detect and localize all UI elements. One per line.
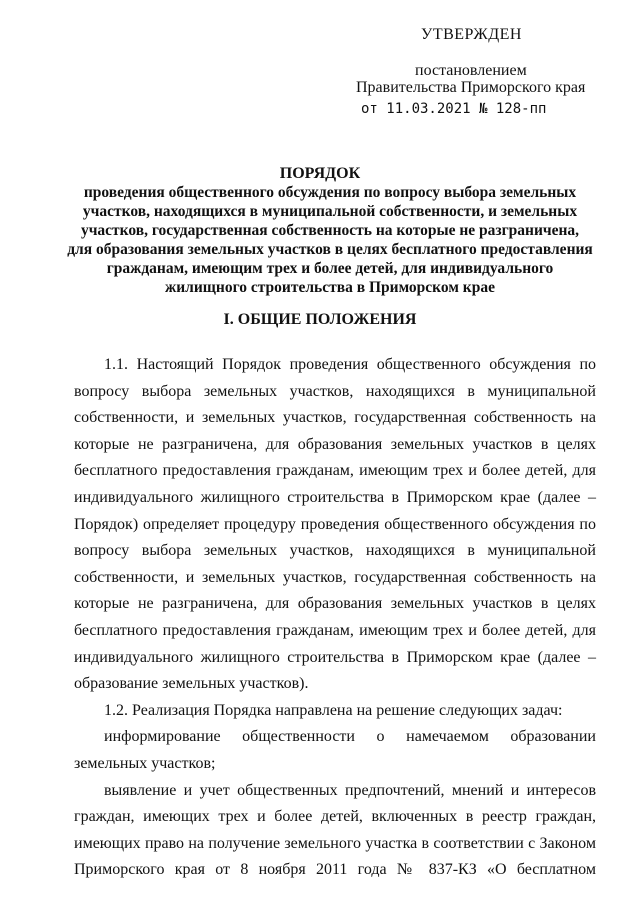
subtitle-line: для образования земельных участков в целях бесплатного предоставления — [67, 241, 593, 258]
approval-line-2: Правительства Приморского края — [356, 79, 586, 96]
paragraph-1-2: 1.2. Реализация Порядка направлена на решение следующих задач: — [104, 701, 563, 719]
subtitle-line: гражданам, имеющим трех и более детей, для индивидуального — [106, 260, 554, 277]
approval-line-1: постановлением — [415, 62, 527, 79]
subtitle-line: проведения общественного обсуждения по вопросу выбора земельных — [83, 184, 577, 201]
approval-date-number: от 11.03.2021 № 128-пп — [361, 101, 547, 117]
paragraph-task-2: выявление и учет общественных предпочтений, мнений и интересов граждан, имеющих трех и более детей, включенных в реестр граждан, имеющих право на получение земельного участка в соответствии с Законом Приморского края от 8 ноября 2011 года № 837-КЗ «О бесплатном — [74, 781, 596, 879]
subtitle-line: участков, государственная собственность на которые не разграничена, — [80, 222, 580, 239]
paragraph-1-1: 1.1. Настоящий Порядок проведения общественного обсуждения по вопросу выбора земельных участков, находящихся в муниципальной собственности, и земельных участков, государственная собственность на которые не разграничена, для образования земельных участков в целях бесплатного предоставления гражданам, имеющим трех и более детей, для индивидуального жилищного строительства в Приморском крае (далее – Порядок) определяет процедуру проведения общественного обсуждения по вопросу выбора земельных участков, находящихся в муниципальной собственности, и земельных участков, государственная собственность на которые не разграничена, для образования земельных участков в целях бесплатного предоставления гражданам, имеющим трех и более детей, для индивидуального жилищного строительства в Приморском крае (далее – образование земельных участков). — [74, 356, 596, 693]
paragraph-task-1: информирование общественности о намечаемом образовании земельных участков; — [74, 728, 596, 772]
document-subtitle — [60, 183, 600, 297]
approved-label: УТВЕРЖДЕН — [421, 26, 522, 43]
document-title: ПОРЯДОК — [279, 165, 361, 182]
subtitle-line: участков, находящихся в муниципальной собственности, и земельных — [82, 203, 578, 220]
body-text — [74, 352, 596, 884]
subtitle-line: жилищного строительства в Приморском крае — [165, 279, 495, 296]
section-heading: I. ОБЩИЕ ПОЛОЖЕНИЯ — [223, 311, 417, 328]
